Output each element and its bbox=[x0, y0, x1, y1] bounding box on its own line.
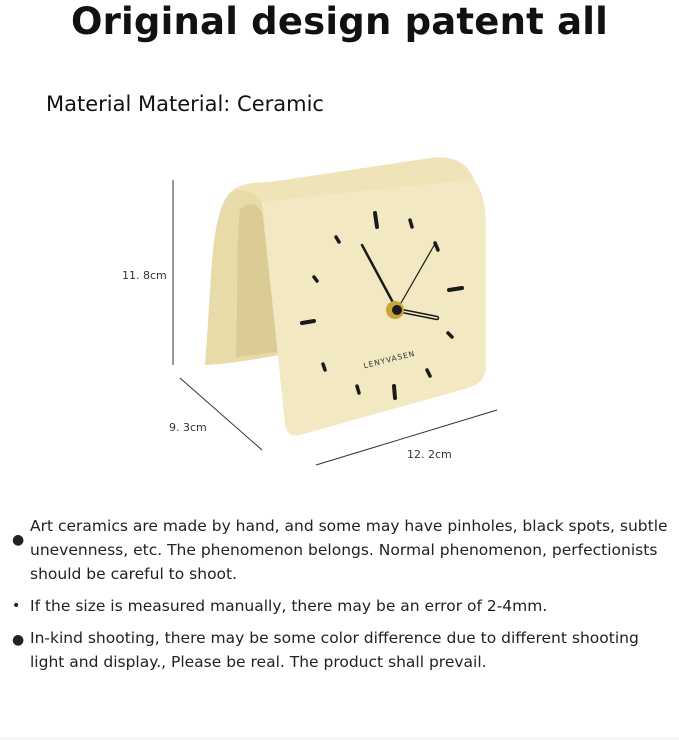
list-item bbox=[12, 626, 672, 674]
note-text: If the size is measured manually, there may be an error of 2-4mm. bbox=[30, 597, 548, 615]
bullet-icon: • bbox=[12, 598, 21, 614]
note-text: Art ceramics are made by hand, and some may have pinholes, black spots, subtle unevenness, etc. The phenomenon belongs. Normal phenomenon, perfectionists should be careful to shoot. bbox=[30, 517, 668, 583]
note-text: In-kind shooting, there may be some color difference due to different shooting light and display., Please be real. The product shall prevail. bbox=[30, 629, 639, 671]
divider bbox=[0, 738, 679, 739]
depth-label: 9. 3cm bbox=[169, 421, 207, 434]
list-item bbox=[12, 594, 672, 618]
list-item bbox=[12, 514, 672, 586]
depth-dimension-line bbox=[180, 378, 262, 450]
page-title: Original design patent all bbox=[70, 0, 609, 43]
notes-list bbox=[12, 514, 672, 682]
material-label: Material Material: Ceramic bbox=[46, 92, 324, 116]
clock-illustration bbox=[0, 140, 679, 480]
bullet-icon: ● bbox=[12, 532, 25, 548]
product-figure bbox=[0, 140, 679, 480]
height-label: 11. 8cm bbox=[122, 269, 167, 282]
clock-brand-text: LENYVASEN bbox=[362, 348, 417, 371]
width-label: 12. 2cm bbox=[407, 448, 452, 461]
bullet-icon: ● bbox=[12, 632, 25, 648]
